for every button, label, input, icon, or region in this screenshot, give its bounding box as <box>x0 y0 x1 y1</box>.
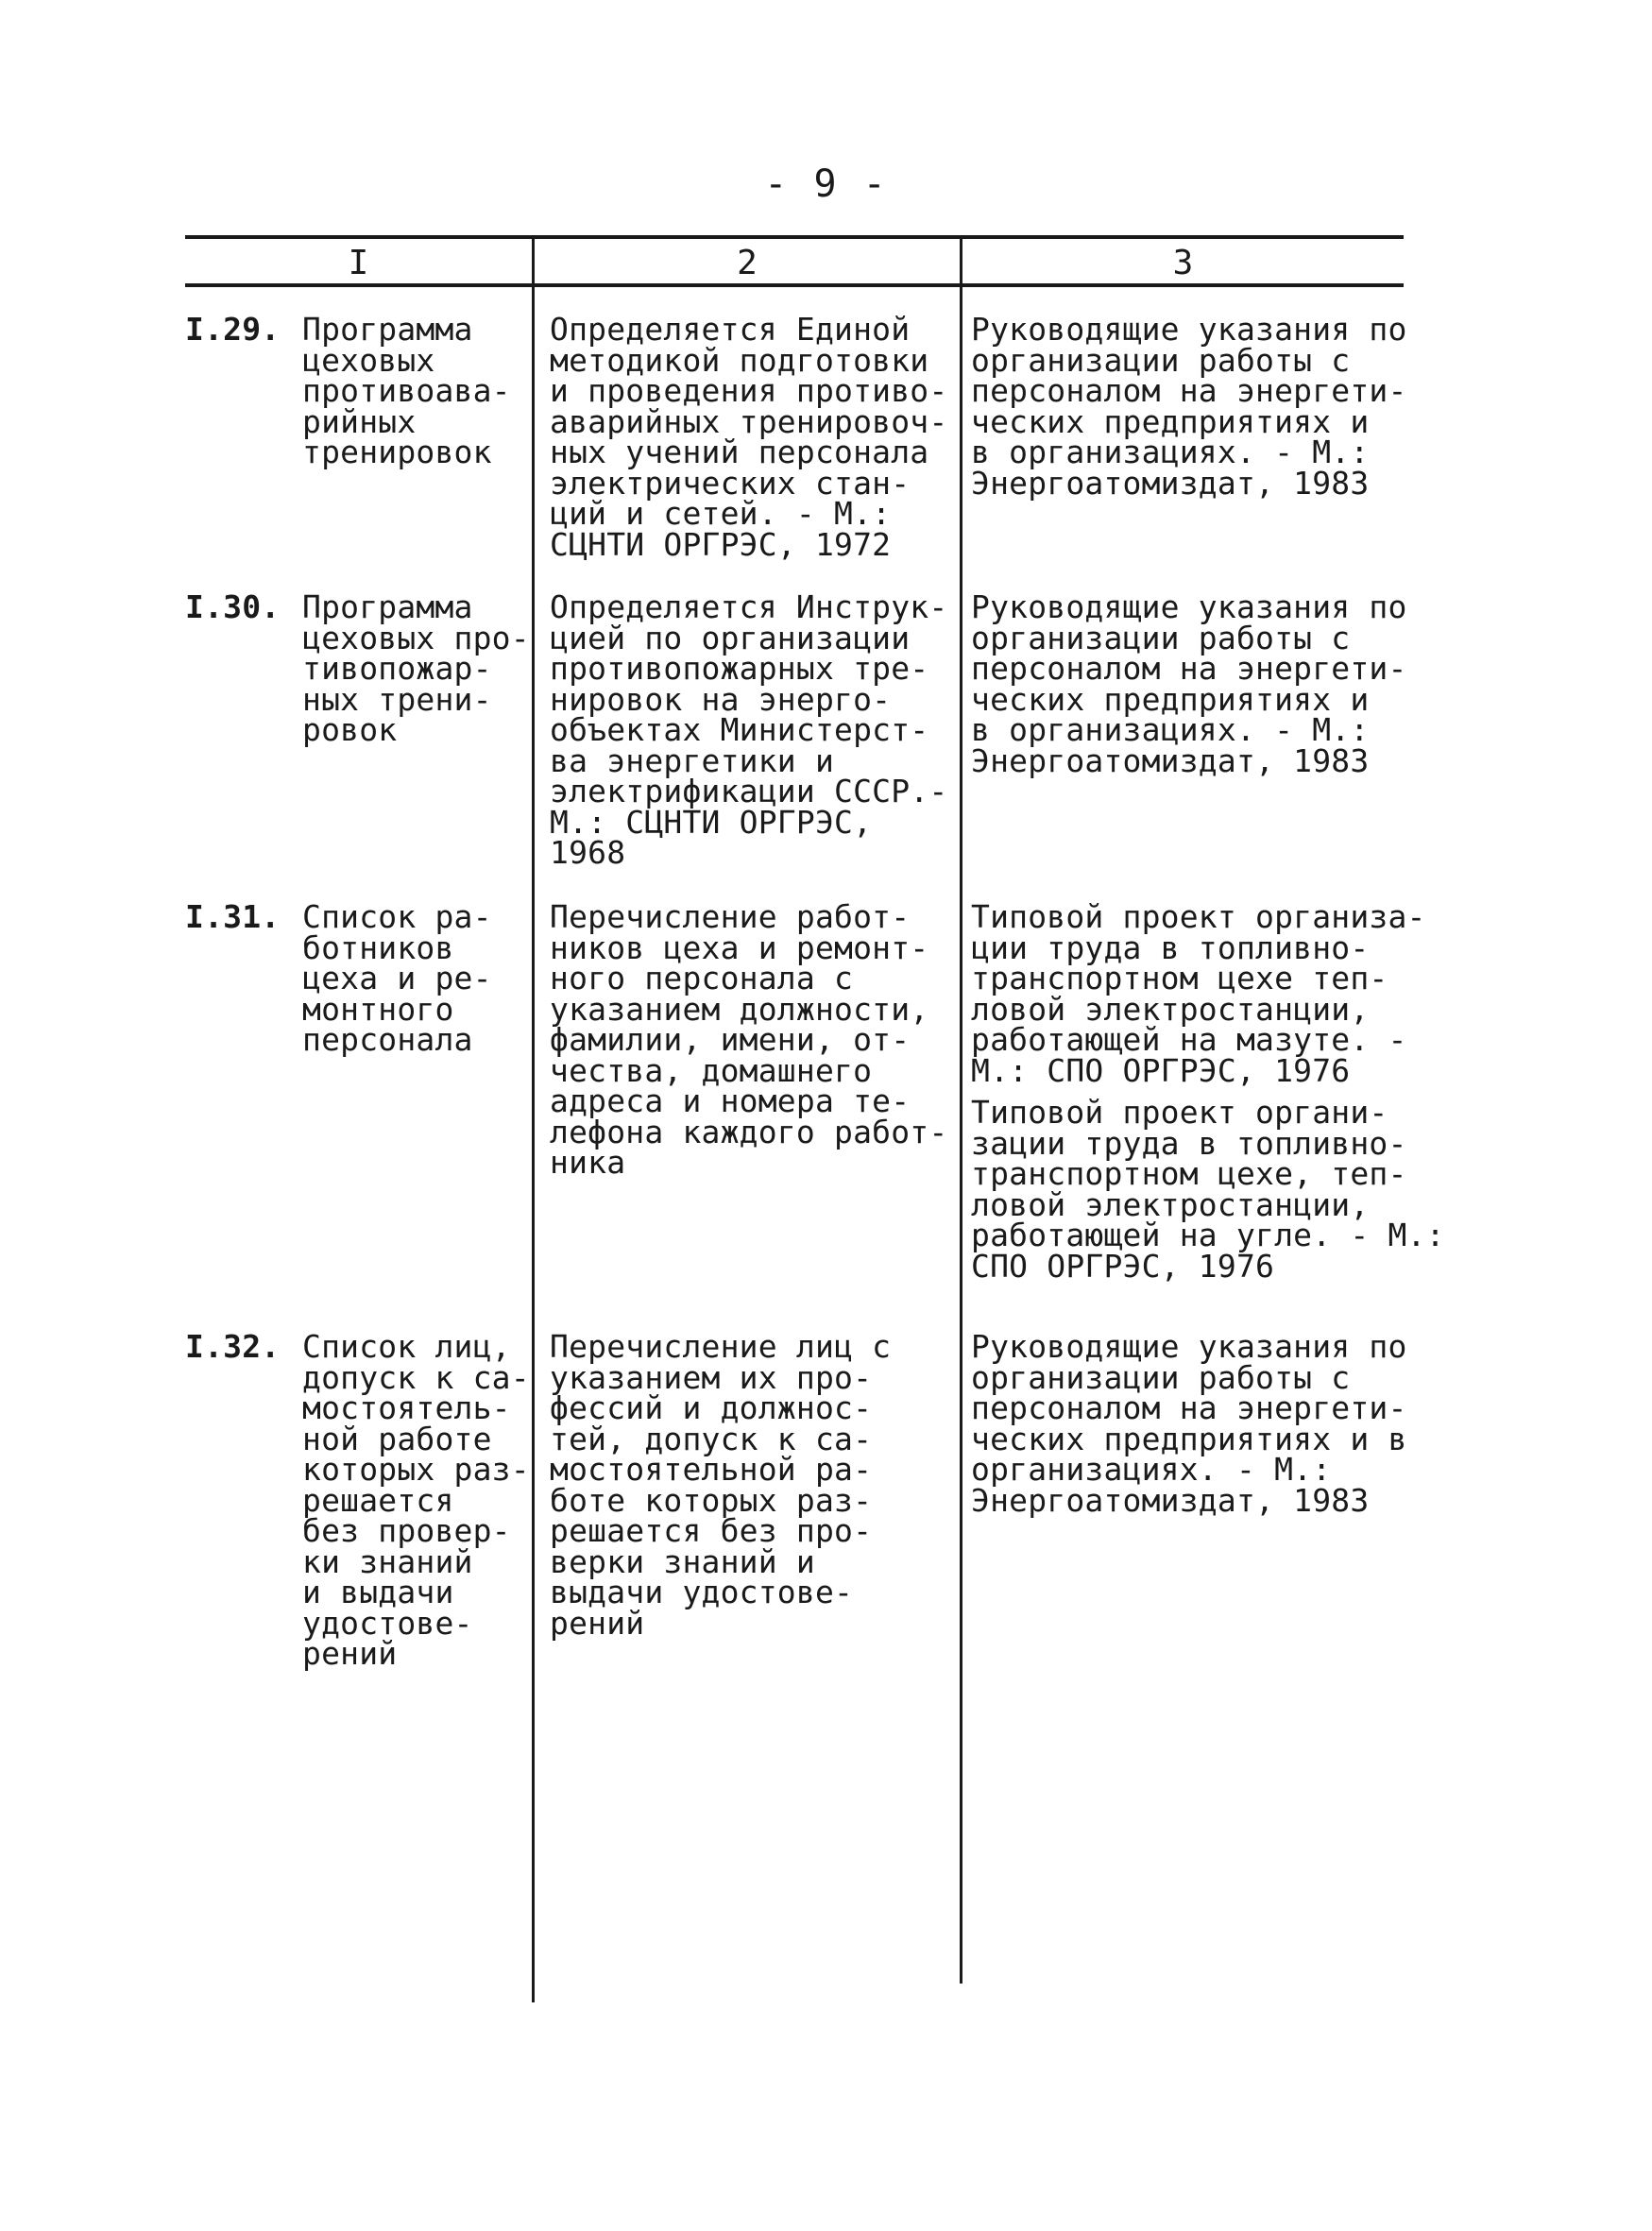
text-line: работающей на угле. - М.: <box>971 1217 1445 1253</box>
text-line: в организациях. - М.: <box>971 711 1370 748</box>
column-header-2: 2 <box>737 244 758 282</box>
document-reference <box>971 588 1407 779</box>
text-line: ческих предприятиях и <box>971 402 1370 440</box>
text-line: Типовой проект организа- <box>971 898 1426 935</box>
text-line: ческих предприятиях и <box>971 680 1370 718</box>
text-line: фамилии, имени, от- <box>550 1021 911 1058</box>
text-line: указанием должности, <box>550 990 929 1028</box>
text-line: цией по организации <box>550 619 911 656</box>
text-line: организациях. - М.: <box>971 1451 1332 1488</box>
text-line: транспортном цехе теп- <box>971 960 1388 996</box>
text-line: объектах Министерст- <box>550 711 929 748</box>
text-line: тей, допуск к са- <box>550 1420 873 1457</box>
text-line: ловой электростанции, <box>971 990 1370 1028</box>
text-line: Программа <box>302 311 473 348</box>
document-description <box>550 1328 892 1642</box>
text-line: организации работы с <box>971 341 1351 379</box>
text-line: ников цеха и ремонт- <box>550 928 929 966</box>
text-line: электрических стан- <box>550 464 911 502</box>
text-line: в организациях. - М.: <box>971 434 1370 470</box>
document-reference <box>971 1328 1407 1519</box>
text-line: ных учений персонала <box>550 434 929 470</box>
text-line: персонала <box>302 1021 473 1058</box>
text-line: транспортном цехе, теп- <box>971 1155 1407 1192</box>
text-line: организации работы с <box>971 619 1351 656</box>
text-line: Энергоатомиздат, 1983 <box>971 464 1370 502</box>
text-line: ровок <box>302 711 398 748</box>
table-top-rule <box>185 235 1404 239</box>
document-reference <box>971 311 1407 502</box>
text-line: методикой подготовки <box>550 341 929 379</box>
text-line: без провер- <box>302 1512 511 1549</box>
text-line: ва энергетики и <box>550 741 835 779</box>
text-line: допуск к са- <box>302 1358 530 1396</box>
text-line: удостове- <box>302 1604 473 1642</box>
text-line: адреса и номера те- <box>550 1082 911 1119</box>
text-line: рений <box>302 1635 398 1672</box>
text-line: ций и сетей. - М.: <box>550 495 892 532</box>
row-number: I.31. <box>185 898 281 935</box>
text-line: Типовой проект органи- <box>971 1094 1388 1131</box>
text-line: персоналом на энергети- <box>971 1389 1407 1426</box>
text-line: ных трени- <box>302 680 492 718</box>
text-line: цеха и ре- <box>302 960 492 996</box>
document-description <box>550 311 948 563</box>
text-line: М.: СПО ОРГРЭС, 1976 <box>971 1051 1351 1089</box>
page-number: - 9 - <box>764 162 888 206</box>
column-divider-1 <box>532 236 535 2002</box>
text-line: противопожарных тре- <box>550 650 929 687</box>
document-reference <box>971 898 1445 1285</box>
text-line: ции труда в топливно- <box>971 928 1370 966</box>
text-line: указанием их про- <box>550 1358 873 1396</box>
text-line: лефона каждого работ- <box>550 1113 948 1150</box>
text-line: ника <box>550 1144 626 1181</box>
text-line: мостоятельной ра- <box>550 1451 873 1488</box>
text-line: Список ра- <box>302 898 492 935</box>
text-line: аварийных тренировоч- <box>550 402 948 440</box>
text-line: организации работы с <box>971 1358 1351 1396</box>
row-number: I.30. <box>185 588 281 625</box>
text-line: ного персонала с <box>550 960 854 996</box>
text-line: боте которых раз- <box>550 1481 873 1519</box>
text-line: М.: СЦНТИ ОРГРЭС, <box>550 803 873 841</box>
document-name <box>302 311 511 470</box>
text-line: Перечисление лиц с <box>550 1328 892 1365</box>
text-line: монтного <box>302 990 454 1028</box>
text-line: тренировок <box>302 434 492 470</box>
text-line: электрификации СССР.- <box>550 773 948 809</box>
text-line: Список лиц, <box>302 1328 511 1365</box>
text-line: Перечисление работ- <box>550 898 911 935</box>
text-line: выдачи удостове- <box>550 1574 854 1610</box>
text-line: решается <box>302 1481 454 1519</box>
row-number: I.29. <box>185 311 281 348</box>
text-line: Энергоатомиздат, 1983 <box>971 1481 1370 1519</box>
text-line: персоналом на энергети- <box>971 372 1407 409</box>
document-description <box>550 588 948 871</box>
document-description <box>550 898 948 1181</box>
text-line: ботников <box>302 928 454 966</box>
text-line: СЦНТИ ОРГРЭС, 1972 <box>550 525 892 563</box>
column-header-1: I <box>348 244 369 282</box>
text-line: рений <box>550 1604 645 1642</box>
text-line: Руководящие указания по <box>971 311 1407 348</box>
text-line: решается без про- <box>550 1512 873 1549</box>
text-line: работающей на мазуте. - <box>971 1021 1407 1058</box>
text-line: СПО ОРГРЭС, 1976 <box>971 1247 1275 1285</box>
text-line: ки знаний <box>302 1542 473 1580</box>
text-line: которых раз- <box>302 1451 530 1488</box>
text-line: Руководящие указания по <box>971 1328 1407 1365</box>
document-name <box>302 588 530 748</box>
text-line: нировок на энерго- <box>550 680 892 718</box>
text-line: ной работе <box>302 1420 492 1457</box>
text-line: зации труда в топливно- <box>971 1124 1407 1162</box>
text-line: фессий и должнос- <box>550 1389 873 1426</box>
text-line: ловой электростанции, <box>971 1185 1370 1223</box>
text-line: мостоятель- <box>302 1389 511 1426</box>
text-line: противоава- <box>302 372 511 409</box>
text-line: тивопожар- <box>302 650 492 687</box>
text-line: Программа <box>302 588 473 625</box>
row-number: I.32. <box>185 1328 281 1365</box>
text-line: Энергоатомиздат, 1983 <box>971 741 1370 779</box>
text-line: цеховых про- <box>302 619 530 656</box>
text-line: 1968 <box>550 834 626 871</box>
text-line: и выдачи <box>302 1574 454 1610</box>
column-header-3: 3 <box>1172 244 1194 282</box>
document-name <box>302 898 492 1058</box>
text-line: персоналом на энергети- <box>971 650 1407 687</box>
text-line: рийных <box>302 402 417 440</box>
text-line: ческих предприятиях и в <box>971 1420 1407 1457</box>
text-line: цеховых <box>302 341 435 379</box>
text-line: Руководящие указания по <box>971 588 1407 625</box>
text-line: верки знаний и <box>550 1542 815 1580</box>
column-divider-2 <box>960 236 962 1984</box>
document-name <box>302 1328 530 1672</box>
text-line: и проведения противо- <box>550 372 948 409</box>
table-header-rule <box>185 283 1404 287</box>
text-line: Определяется Единой <box>550 311 911 348</box>
text-line: чества, домашнего <box>550 1051 873 1089</box>
text-line: Определяется Инструк- <box>550 588 948 625</box>
